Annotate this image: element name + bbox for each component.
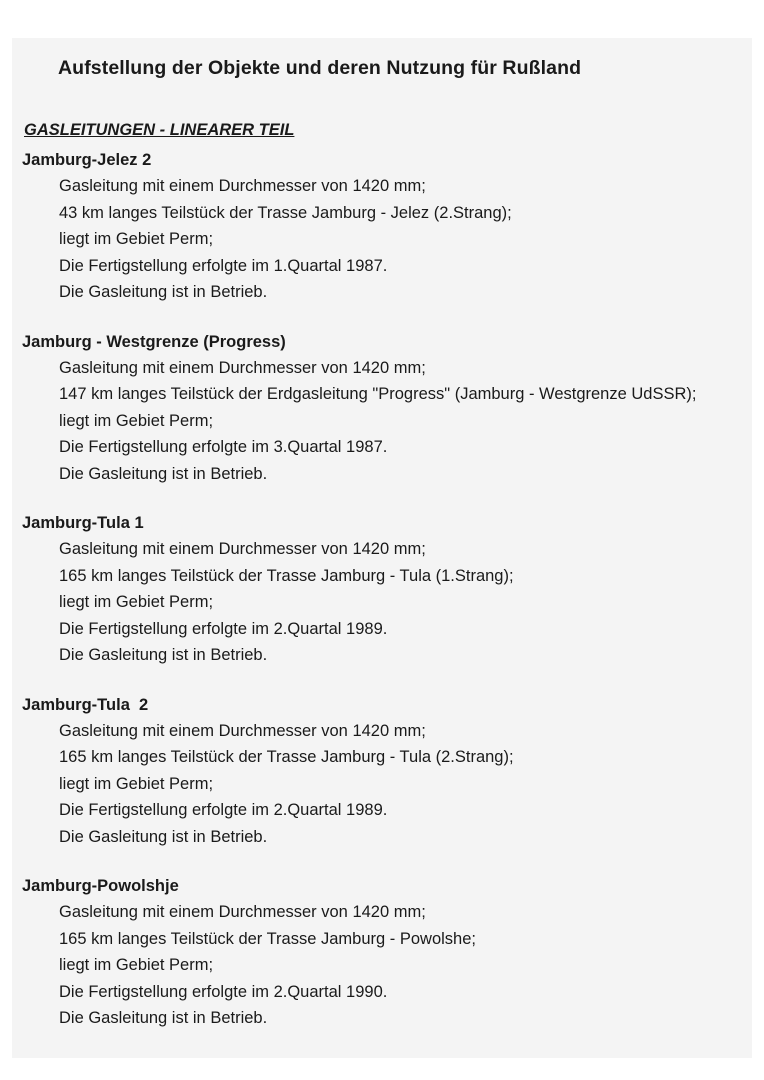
entry-line: Die Fertigstellung erfolgte im 2.Quartal 1990. [59,982,388,1001]
entry-heading: Jamburg-Tula 2 [22,695,149,714]
entry-line: 165 km langes Teilstück der Trasse Jamburg - Powolshe; [59,929,476,948]
entry-line: Die Fertigstellung erfolgte im 2.Quartal 1989. [59,619,388,638]
entry-line: Gasleitung mit einem Durchmesser von 1420 mm; [59,721,426,740]
entry-heading: Jamburg - Westgrenze (Progress) [22,332,286,351]
entry-line: Die Fertigstellung erfolgte im 1.Quartal 1987. [59,256,388,275]
entry-jamburg-westgrenze-progress [0,329,764,488]
entry-heading: Jamburg-Jelez 2 [22,151,152,169]
entry-jamburg-powolshje [0,873,764,1032]
entry-jamburg-tula-2 [0,692,764,851]
pipeline-entries [0,147,764,1055]
entry-line: Die Gasleitung ist in Betrieb. [59,646,268,664]
entry-line: 43 km langes Teilstück der Trasse Jamburg - Jelez (2.Strang); [59,203,512,222]
entry-line: liegt im Gebiet Perm; [59,593,214,611]
entry-line: Gasleitung mit einem Durchmesser von 1420 mm; [59,540,426,558]
entry-heading: Jamburg-Tula 1 [22,514,144,532]
entry-line: liegt im Gebiet Perm; [59,411,214,430]
entry-line: Die Gasleitung ist in Betrieb. [59,827,268,846]
section-heading: GASLEITUNGEN - LINEARER TEIL [24,121,295,139]
entry-line: Die Gasleitung ist in Betrieb. [59,1009,268,1027]
entry-line: Gasleitung mit einem Durchmesser von 1420 mm; [59,358,426,377]
entry-line: Die Fertigstellung erfolgte im 3.Quartal 1987. [59,438,388,456]
entry-line: liegt im Gebiet Perm; [59,774,214,793]
entry-line: 165 km langes Teilstück der Trasse Jamburg - Tula (1.Strang); [59,566,514,585]
entry-line: Die Gasleitung ist in Betrieb. [59,464,268,483]
entry-jamburg-tula-1 [0,510,764,669]
entry-line: liegt im Gebiet Perm; [59,230,214,248]
entry-line: Die Fertigstellung erfolgte im 2.Quartal 1989. [59,801,388,819]
entry-line: 165 km langes Teilstück der Trasse Jamburg - Tula (2.Strang); [59,748,514,766]
entry-line: Die Gasleitung ist in Betrieb. [59,283,268,301]
entry-jamburg-jelez-2 [0,147,764,306]
entry-line: Gasleitung mit einem Durchmesser von 1420 mm; [59,903,426,921]
entry-line: 147 km langes Teilstück der Erdgasleitung "Progress" (Jamburg - Westgrenze UdSSR); [59,385,697,403]
entry-line: Gasleitung mit einem Durchmesser von 1420 mm; [59,177,426,195]
entry-heading: Jamburg-Powolshje [22,877,179,895]
document-title: Aufstellung der Objekte und deren Nutzung für Rußland [58,57,582,79]
entry-line: liegt im Gebiet Perm; [59,956,214,974]
